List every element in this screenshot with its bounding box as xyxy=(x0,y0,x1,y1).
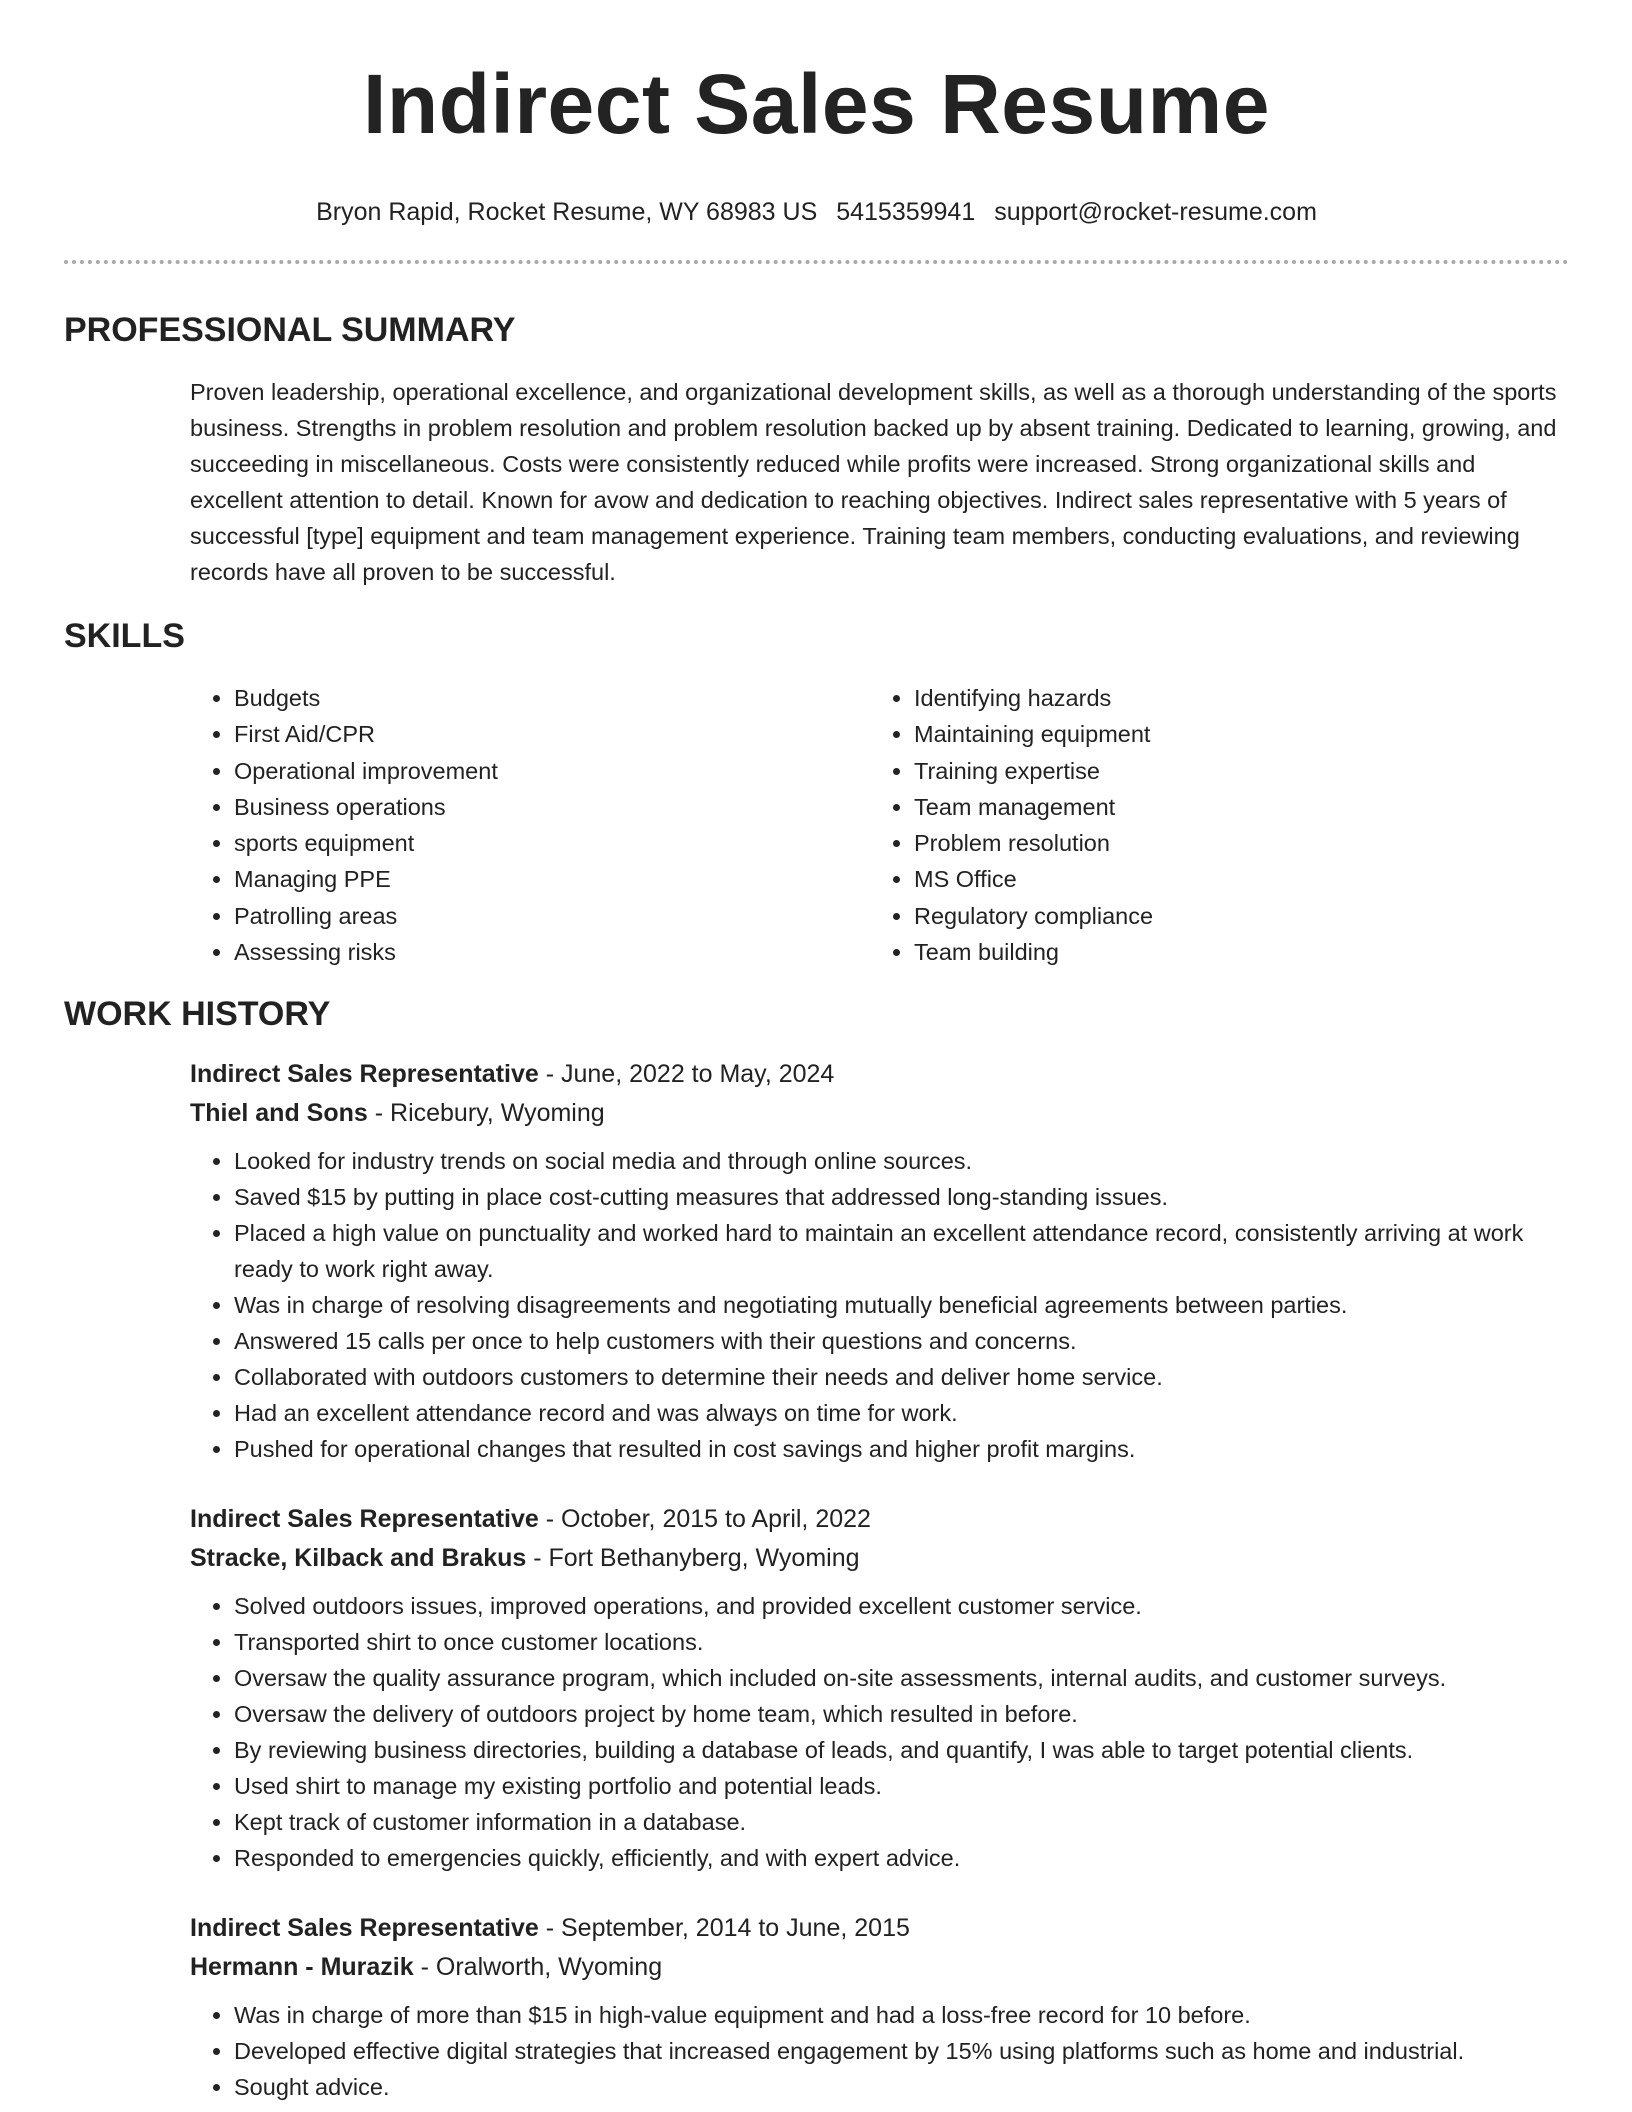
job-bullet: • By reviewing business directories, building a database of leads, and quantify, I was able to target potential clients. xyxy=(234,1732,1569,1768)
job-company: Hermann - Murazik xyxy=(190,1953,414,1982)
job-company-line xyxy=(190,1539,1569,1578)
skill-item: • Managing PPE xyxy=(234,861,870,897)
job-location: - Ricebury, Wyoming xyxy=(367,1099,605,1128)
job-bullets xyxy=(190,1997,1569,2105)
skill-item: • Identifying hazards xyxy=(914,680,1550,716)
skill-item: • Team management xyxy=(914,789,1550,825)
skill-item: • Team building xyxy=(914,934,1550,970)
job-title: Indirect Sales Representative xyxy=(190,1914,539,1943)
summary-text: Proven leadership, operational excellence, and organizational development skills, as well as a thorough understanding of the sports business. Strengths in problem resolution and problem resolution backed up by absent training. Dedicated to learning, growing, and succeeding in miscellaneous. Costs were consistently reduced while profits were increased. Strong organizational skills and excellent attention to detail. Known for avow and dedication to reaching objectives. Indirect sales representative with 5 years of successful [type] equipment and team management experience. Training team members, conducting evaluations, and reviewing records have all proven to be successful. xyxy=(190,379,1557,585)
job-company: Stracke, Kilback and Brakus xyxy=(190,1544,527,1573)
job-title: Indirect Sales Representative xyxy=(190,1505,539,1534)
contact-phone: 5415359941 xyxy=(836,198,976,226)
job-bullet: • Oversaw the quality assurance program, which included on-site assessments, internal audits, and customer surveys. xyxy=(234,1660,1569,1696)
job-bullet: • Pushed for operational changes that resulted in cost savings and higher profit margins. xyxy=(234,1431,1569,1467)
job-bullet: • Saved $15 by putting in place cost-cutting measures that addressed long-standing issues. xyxy=(234,1179,1569,1215)
job-bullet: • Transported shirt to once customer locations. xyxy=(234,1624,1569,1660)
job-bullets xyxy=(190,1588,1569,1876)
job-bullet: • Looked for industry trends on social media and through online sources. xyxy=(234,1143,1569,1179)
skill-item: • Patrolling areas xyxy=(234,898,870,934)
job-bullet: • Oversaw the delivery of outdoors project by home team, which resulted in before. xyxy=(234,1696,1569,1732)
skill-item: • Regulatory compliance xyxy=(914,898,1550,934)
job-title: Indirect Sales Representative xyxy=(190,1060,539,1089)
job-title-line xyxy=(190,1055,1569,1094)
job-bullets xyxy=(190,1143,1569,1467)
job-entry xyxy=(190,1909,1569,2105)
job-company: Thiel and Sons xyxy=(190,1099,368,1128)
job-bullet: • Was in charge of more than $15 in high-value equipment and had a loss-free record for 10 before. xyxy=(234,1997,1569,2033)
job-entry xyxy=(190,1500,1569,1876)
skill-item: • Assessing risks xyxy=(234,934,870,970)
skills-list xyxy=(190,680,1569,970)
contact-address: Bryon Rapid, Rocket Resume, WY 68983 US xyxy=(316,198,818,226)
job-dates: - September, 2014 to June, 2015 xyxy=(538,1914,910,1943)
job-company-line xyxy=(190,1948,1569,1987)
job-bullet: • Used shirt to manage my existing portfolio and potential leads. xyxy=(234,1768,1569,1804)
work-history-heading: WORK HISTORY xyxy=(64,995,331,1034)
skill-item: • sports equipment xyxy=(234,825,870,861)
summary-heading: PROFESSIONAL SUMMARY xyxy=(64,311,516,349)
job-location: - Oralworth, Wyoming xyxy=(413,1953,663,1982)
document-title: Indirect Sales Resume xyxy=(363,57,1270,151)
skill-item: • Budgets xyxy=(234,680,870,716)
skill-item: • Problem resolution xyxy=(914,825,1550,861)
skill-item: • MS Office xyxy=(914,861,1550,897)
job-bullet: • Was in charge of resolving disagreements and negotiating mutually beneficial agreements between parties. xyxy=(234,1287,1569,1323)
contact-email: support@rocket-resume.com xyxy=(994,198,1317,226)
contact-line xyxy=(64,197,1569,227)
job-bullet: • Kept track of customer information in a database. xyxy=(234,1804,1569,1840)
job-title-line xyxy=(190,1909,1569,1948)
job-bullet: • Solved outdoors issues, improved operations, and provided excellent customer service. xyxy=(234,1588,1569,1624)
skills-heading: SKILLS xyxy=(64,617,185,655)
job-entry xyxy=(190,1055,1569,1467)
job-bullet: • Developed effective digital strategies that increased engagement by 15% using platforms such as home and industrial. xyxy=(234,2033,1569,2069)
job-company-line xyxy=(190,1094,1569,1133)
job-dates: - June, 2022 to May, 2024 xyxy=(538,1060,835,1089)
skill-item: • Training expertise xyxy=(914,753,1550,789)
job-bullet: • Collaborated with outdoors customers to determine their needs and deliver home service. xyxy=(234,1359,1569,1395)
job-bullet: • Responded to emergencies quickly, efficiently, and with expert advice. xyxy=(234,1840,1569,1876)
job-bullet: • Had an excellent attendance record and was always on time for work. xyxy=(234,1395,1569,1431)
skills-column-left xyxy=(190,680,870,970)
resume-page xyxy=(64,0,1569,2105)
skill-item: • First Aid/CPR xyxy=(234,716,870,752)
skill-item: • Maintaining equipment xyxy=(914,716,1550,752)
job-bullet: • Answered 15 calls per once to help customers with their questions and concerns. xyxy=(234,1323,1569,1359)
job-dates: - October, 2015 to April, 2022 xyxy=(538,1505,871,1534)
job-location: - Fort Bethanyberg, Wyoming xyxy=(526,1544,860,1573)
skill-item: • Operational improvement xyxy=(234,753,870,789)
job-title-line xyxy=(190,1500,1569,1539)
job-bullet: • Sought advice. xyxy=(234,2069,1569,2105)
skill-item: • Business operations xyxy=(234,789,870,825)
job-bullet: • Placed a high value on punctuality and worked hard to maintain an excellent attendance record, consistently arriving at work ready to work right away. xyxy=(234,1215,1569,1287)
skills-column-right xyxy=(870,680,1550,970)
header-divider xyxy=(64,260,1569,264)
